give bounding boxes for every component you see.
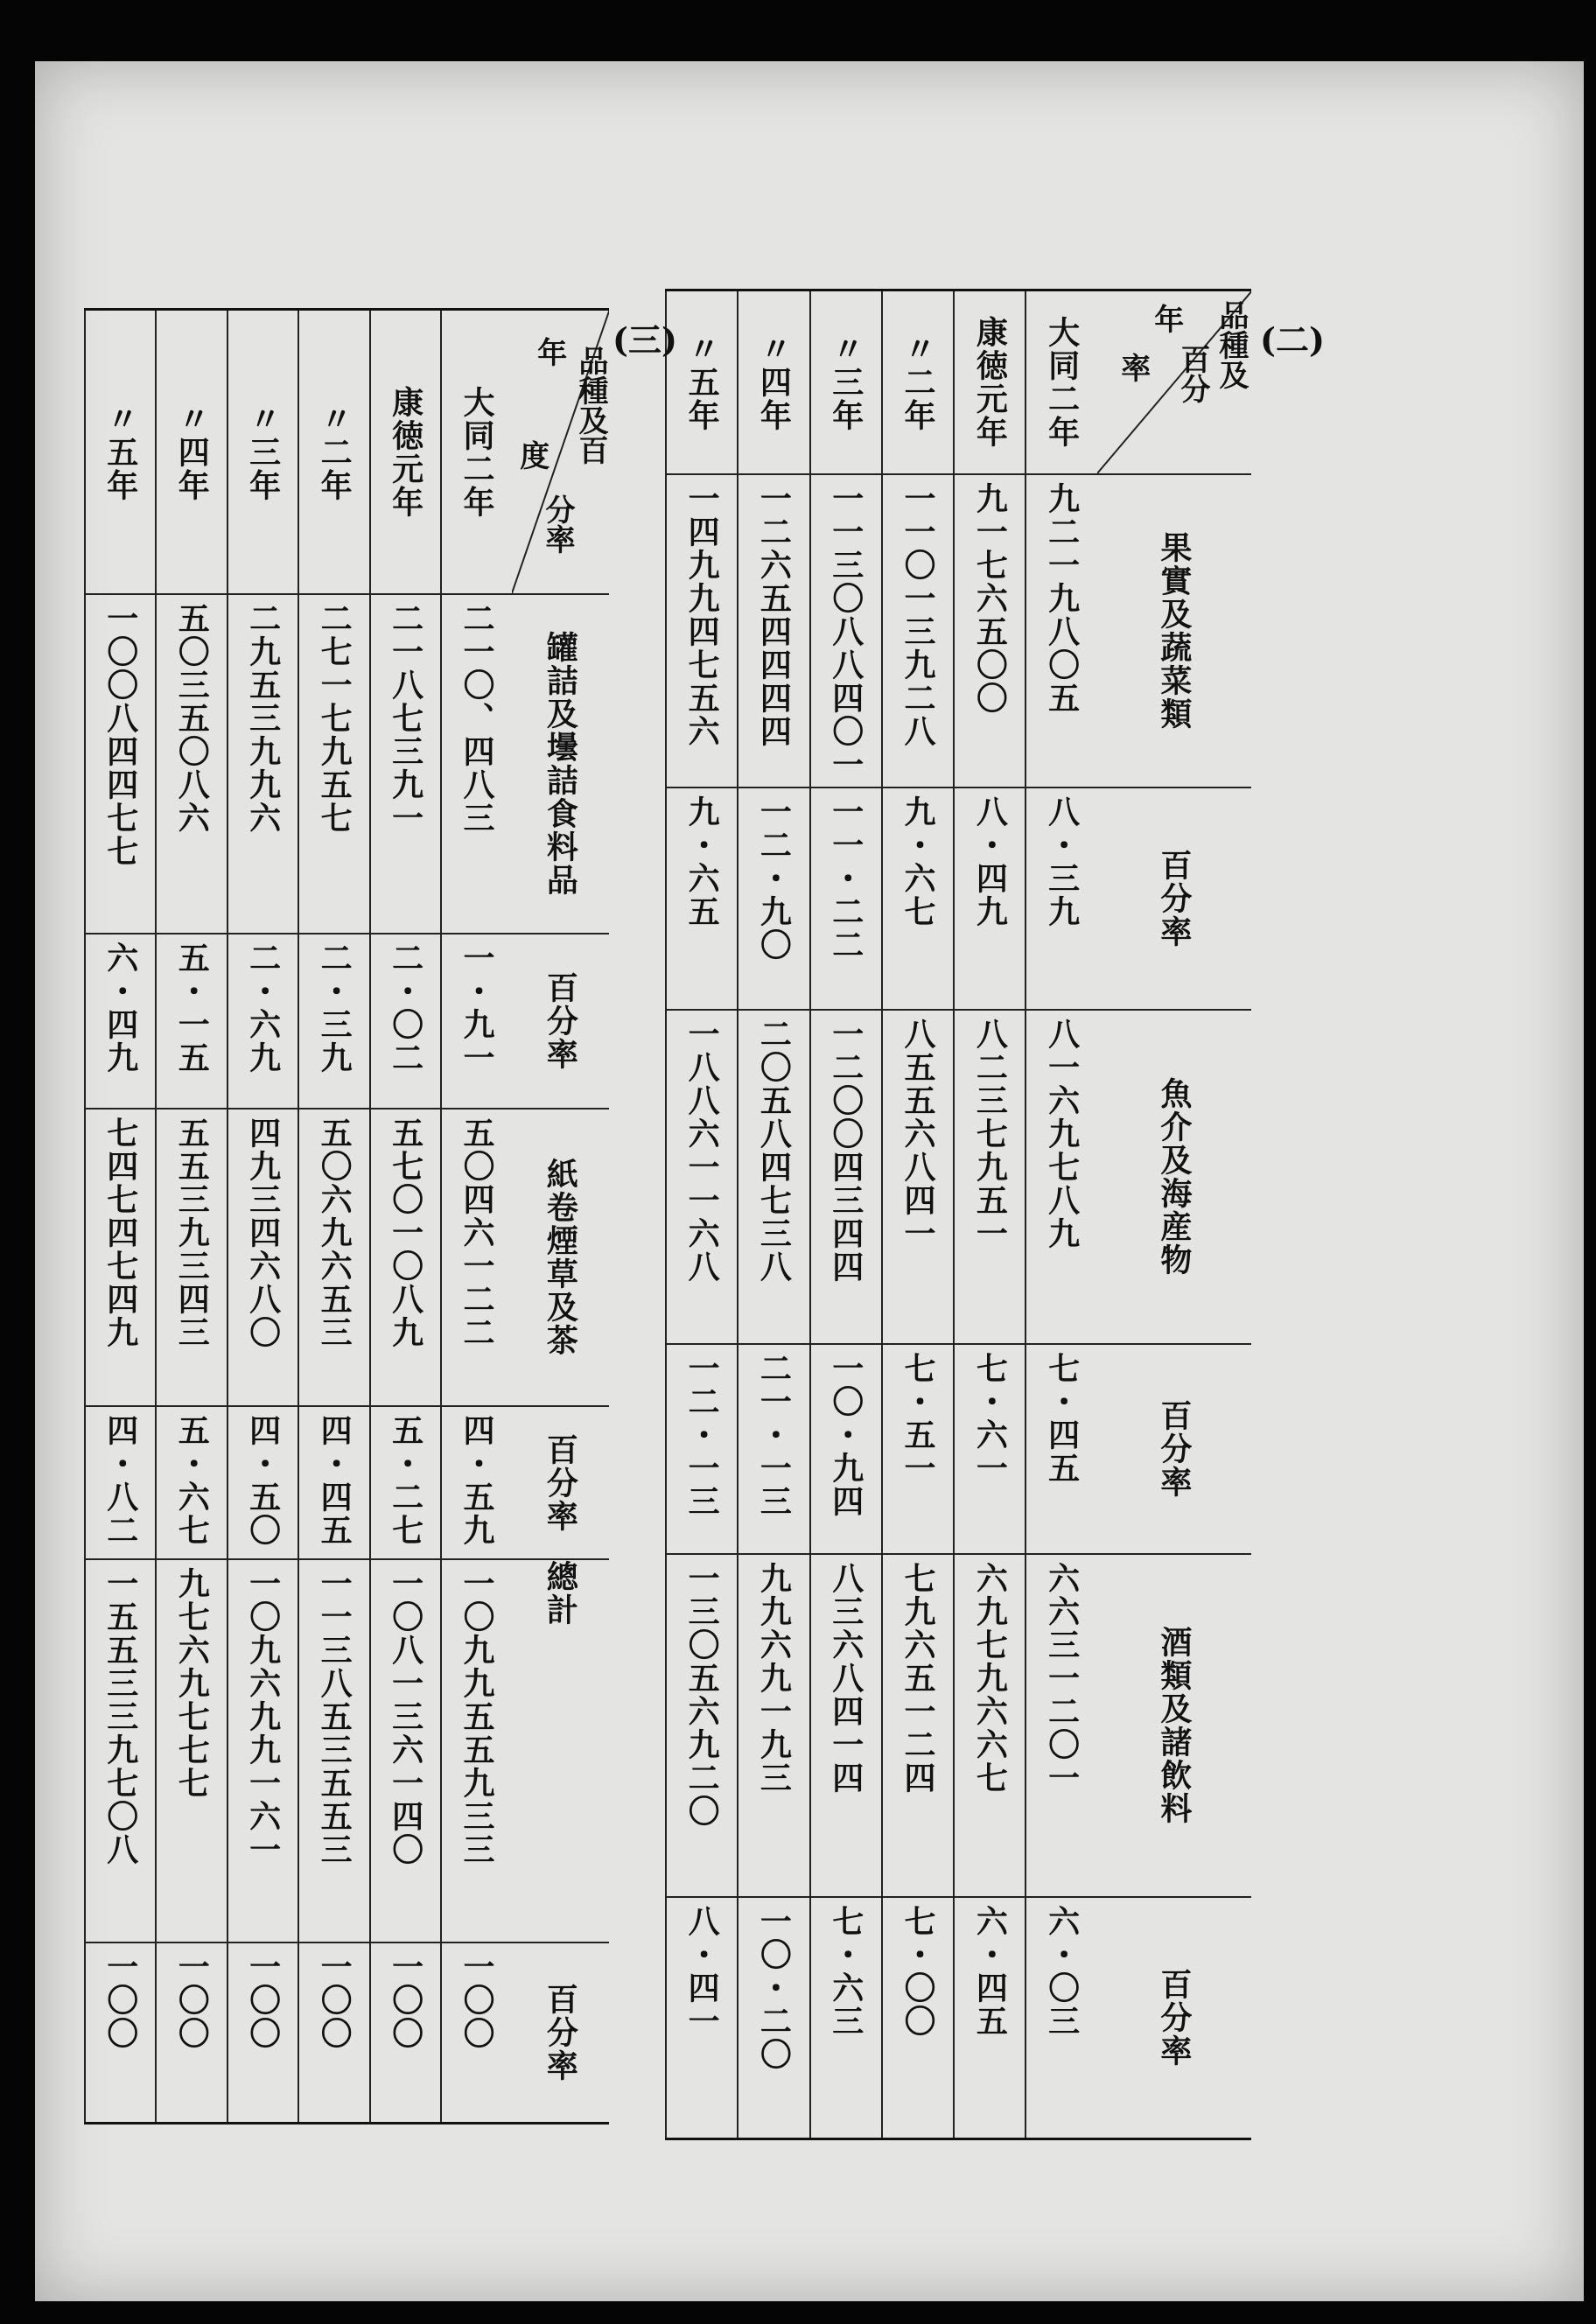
data-cell: 二・三九 — [299, 934, 368, 1110]
data-cell: 一〇〇八四四七七 — [86, 595, 155, 934]
column-header-cigarettes-tea: 紙卷煙草及茶 — [512, 1110, 609, 1407]
data-cell: 四・八二 — [86, 1407, 155, 1560]
table-row — [440, 311, 511, 2122]
table-row — [84, 311, 155, 2122]
data-cell: 九・六七 — [883, 788, 953, 1011]
data-cell: 五・六七 — [157, 1407, 226, 1560]
data-cell: 一二・九〇 — [738, 788, 808, 1011]
table-3-header-column — [512, 311, 609, 2122]
corner-rate-label: 率 — [1115, 353, 1151, 382]
data-cell: 六九七九六六七 — [955, 1555, 1025, 1898]
row-year: 〃四年 — [738, 291, 808, 475]
data-cell: 一五五三三九七〇八 — [86, 1560, 155, 1943]
data-cell: 九一七六五〇〇 — [955, 475, 1025, 788]
data-cell: 八二三七九五一 — [955, 1011, 1025, 1345]
column-header-canned-food: 罐詰及壜詰食料品 — [512, 595, 609, 934]
data-cell: 一〇・二〇 — [755, 1905, 793, 2071]
table-3-corner-header — [512, 311, 609, 595]
data-cell: 七・五一 — [883, 1345, 953, 1555]
data-cell: 六六三一二〇一 — [1026, 1555, 1096, 1898]
table-row — [298, 311, 368, 2122]
corner-pct-label: 百分 — [1175, 344, 1210, 403]
table-row — [155, 311, 226, 2122]
data-cell: 九九六九一九三 — [738, 1555, 808, 1898]
table-3 — [84, 308, 609, 2124]
data-cell: 二・〇二 — [371, 934, 440, 1110]
data-cell: 八三六八四一四 — [811, 1555, 881, 1898]
table-row — [881, 291, 953, 2138]
row-year: 〃二年 — [883, 291, 953, 475]
data-cell: 二九五三九九六 — [228, 595, 298, 934]
table-row — [809, 291, 881, 2138]
row-year: 康徳元年 — [955, 291, 1025, 475]
data-cell: 一一三八五三五五三 — [299, 1560, 368, 1943]
row-year: 〃四年 — [157, 311, 226, 595]
data-cell: 一〇〇 — [244, 1950, 282, 2050]
table-row — [665, 291, 737, 2138]
corner-pct-label: 分率 — [540, 494, 575, 554]
data-cell: 六・四九 — [86, 934, 155, 1110]
table-row — [1025, 291, 1096, 2138]
table-2 — [665, 289, 1251, 2140]
data-cell: 一一〇一三九二八 — [883, 475, 953, 788]
data-cell: 二〇五八四七三八 — [738, 1011, 808, 1345]
data-cell: 一〇〇 — [173, 1950, 211, 2050]
data-cell: 一一・二二 — [811, 788, 881, 1011]
data-cell: 一〇九六九九一六一 — [228, 1560, 298, 1943]
data-cell: 一〇〇 — [316, 1950, 354, 2050]
data-cell: 七四七四七四九 — [86, 1110, 155, 1407]
table-2-header-column — [1097, 291, 1251, 2138]
data-cell: 九七六九七七七 — [157, 1560, 226, 1943]
column-header-total: 總計 — [512, 1560, 609, 1943]
data-cell: 五五三九三四三 — [157, 1110, 226, 1407]
data-cell: 一二六五四四四四 — [738, 475, 808, 788]
column-header-percent: 百分率 — [512, 1407, 609, 1560]
data-cell: 一〇〇 — [387, 1950, 424, 2050]
data-cell: 七・六三 — [827, 1905, 864, 2038]
data-cell: 六・四五 — [971, 1905, 1009, 2038]
data-cell: 五〇六九六五三 — [299, 1110, 368, 1407]
column-header-percent: 百分率 — [512, 934, 609, 1110]
row-year: 大同二年 — [442, 311, 511, 595]
data-cell: 一〇八一三六一四〇 — [371, 1560, 440, 1943]
data-cell: 二一〇、四八三 — [442, 595, 511, 934]
table-3-label: (三) — [612, 320, 677, 360]
column-header-fish-seafood: 魚介及海産物 — [1097, 1011, 1251, 1345]
row-year: 〃五年 — [86, 311, 155, 595]
data-cell: 四九三四六八〇 — [228, 1110, 298, 1407]
data-cell: 四・五九 — [442, 1407, 511, 1560]
data-cell: 四・四五 — [299, 1407, 368, 1560]
table-2-corner-header — [1097, 291, 1251, 475]
data-cell: 六・〇三 — [1043, 1905, 1081, 2038]
data-cell: 四・五〇 — [228, 1407, 298, 1560]
data-cell: 七・六一 — [955, 1345, 1025, 1555]
data-cell: 一〇〇 — [458, 1950, 496, 2050]
corner-item-label: 品種及 — [1214, 300, 1249, 389]
table-row — [953, 291, 1025, 2138]
data-cell: 一四九九四七五六 — [667, 475, 737, 788]
row-year: 〃三年 — [228, 311, 298, 595]
data-cell: 八一六九七八九 — [1026, 1011, 1096, 1345]
data-cell: 一二・一三 — [667, 1345, 737, 1555]
data-cell: 七・四五 — [1026, 1345, 1096, 1555]
table-2-label: (二) — [1260, 320, 1325, 360]
row-year: 〃五年 — [667, 291, 737, 475]
table-row — [369, 311, 440, 2122]
data-cell: 二一・一三 — [738, 1345, 808, 1555]
row-year: 〃三年 — [811, 291, 881, 475]
corner-year-label: 年 — [531, 337, 567, 367]
data-cell: 一・九一 — [442, 934, 511, 1110]
column-header-percent: 百分率 — [1155, 1968, 1193, 2068]
data-cell: 一〇・九四 — [811, 1345, 881, 1555]
data-cell: 一二〇〇四三四四 — [811, 1011, 881, 1345]
data-cell: 五・一五 — [157, 934, 226, 1110]
data-cell: 七・〇〇 — [900, 1905, 937, 2038]
column-header-fruit-vegetables: 果實及蔬菜類 — [1097, 475, 1251, 788]
data-cell: 八・四一 — [683, 1905, 721, 2038]
data-cell: 八五五六八四一 — [883, 1011, 953, 1345]
data-cell: 五〇四六一二二 — [442, 1110, 511, 1407]
column-header-liquor-beverages: 酒類及諸飲料 — [1097, 1555, 1251, 1898]
column-header-percent: 百分率 — [1097, 1345, 1251, 1555]
data-cell: 一〇〇 — [102, 1950, 139, 2050]
data-cell: 九・六五 — [667, 788, 737, 1011]
data-cell: 二・六九 — [228, 934, 298, 1110]
corner-year-label: 年 — [1148, 304, 1184, 333]
data-cell: 五七〇一〇八九 — [371, 1110, 440, 1407]
row-year: 康徳元年 — [371, 311, 440, 595]
column-header-percent: 百分率 — [542, 1983, 579, 2082]
data-cell: 一一三〇八八四〇一 — [811, 475, 881, 788]
column-header-percent: 百分率 — [1097, 788, 1251, 1011]
table-row — [737, 291, 808, 2138]
data-cell: 八・三九 — [1026, 788, 1096, 1011]
data-cell: 一〇九九五五九三三 — [442, 1560, 511, 1943]
corner-du-label: 度 — [514, 440, 550, 470]
data-cell: 二一八七三九一 — [371, 595, 440, 934]
data-cell: 五・二七 — [371, 1407, 440, 1560]
row-year: 〃二年 — [299, 311, 368, 595]
data-cell: 七九六五一二四 — [883, 1555, 953, 1898]
corner-item-label: 品種及百 — [573, 346, 608, 465]
data-cell: 一八八六一一六八 — [667, 1011, 737, 1345]
data-cell: 五〇三五〇八六 — [157, 595, 226, 934]
data-cell: 二七一七九五七 — [299, 595, 368, 934]
data-cell: 一三〇五六九二〇 — [667, 1555, 737, 1898]
data-cell: 八・四九 — [955, 788, 1025, 1011]
data-cell: 九二一九八〇五 — [1026, 475, 1096, 788]
row-year: 大同二年 — [1026, 291, 1096, 475]
table-row — [227, 311, 298, 2122]
